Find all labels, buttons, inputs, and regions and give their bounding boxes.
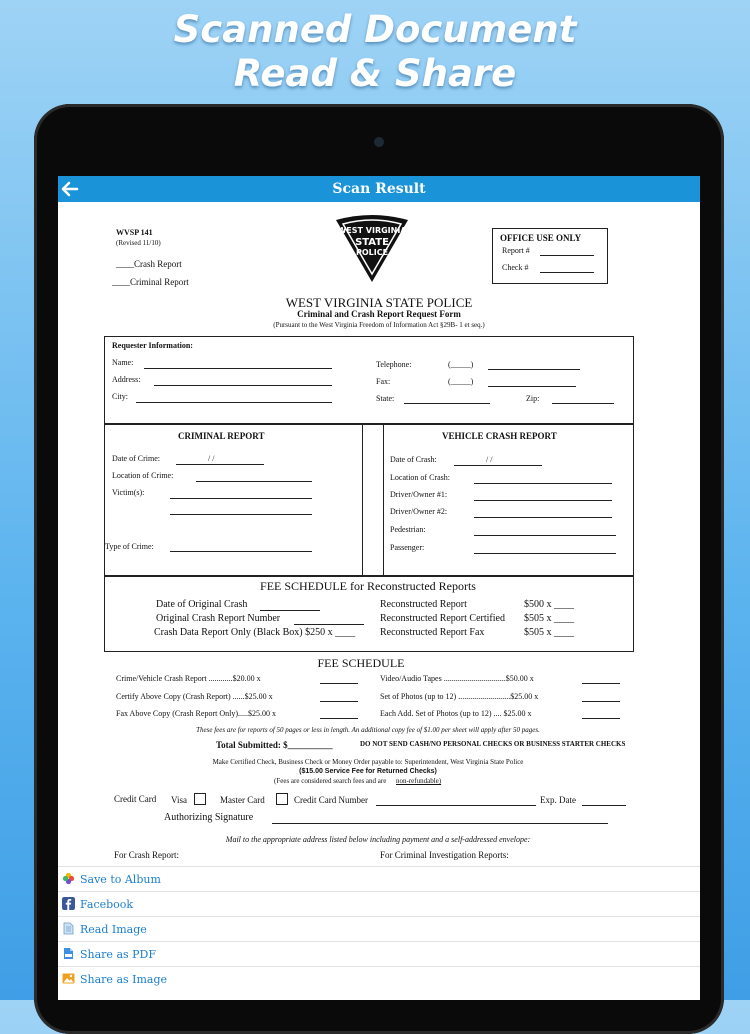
date-of-crash-slashes: / / — [486, 455, 493, 464]
telephone-line — [488, 369, 580, 370]
fee-recon-p1: $500 x ____ — [524, 599, 574, 610]
fax-paren: (_____) — [448, 377, 474, 386]
victims-line-1 — [170, 498, 312, 499]
fee-note: These fees are for reports of 50 pages or less in length. An additional copy fee of $1.00 per sheet will apply after 50 pages. — [196, 726, 540, 734]
city-label: City: — [112, 392, 129, 401]
state-line — [404, 403, 490, 404]
share-menu — [58, 866, 700, 1000]
headline — [0, 8, 750, 96]
zip-label: Zip: — [526, 394, 540, 403]
driver-owner-1-line — [474, 500, 612, 501]
passenger-label: Passenger: — [390, 543, 425, 552]
fee-b1-line — [582, 683, 620, 684]
navbar — [58, 176, 700, 202]
menu-item-label: Facebook — [80, 898, 134, 911]
location-of-crash-line — [474, 483, 612, 484]
fee-recon-p2: $505 x ____ — [524, 613, 574, 624]
date-of-crime-line — [176, 464, 264, 465]
fee-recon-l3: Crash Data Report Only (Black Box) $250 x ____ — [154, 627, 356, 638]
facebook-icon — [62, 897, 75, 910]
exp-date-label: Exp. Date — [540, 795, 576, 805]
date-of-crime-slashes: / / — [208, 454, 215, 463]
camera-icon — [374, 137, 384, 147]
fee-recon-r3: Reconstructed Report Fax — [380, 627, 485, 638]
name-line — [144, 368, 332, 369]
fee-recon-heading: FEE SCHEDULE for Reconstructed Reports — [260, 579, 476, 593]
app-screen — [58, 176, 700, 1000]
card-number-label: Credit Card Number — [294, 795, 368, 805]
document-icon — [62, 922, 75, 935]
seal-text-top: WEST VIRGINIA — [337, 226, 407, 235]
fee-a2-line — [320, 701, 358, 702]
menu-item-read-image[interactable] — [58, 916, 700, 942]
exp-date-line — [582, 805, 626, 806]
zip-line — [552, 403, 614, 404]
date-of-crime-label: Date of Crime: — [112, 454, 160, 463]
fee-recon-p3: $505 x ____ — [524, 627, 574, 638]
page-title: Scan Result — [332, 181, 426, 197]
signature-line — [272, 823, 608, 824]
visa-checkbox — [194, 793, 206, 805]
seal-text-mid: STATE — [355, 237, 389, 248]
location-of-crime-label: Location of Crime: — [112, 471, 174, 480]
address-label: Address: — [112, 375, 141, 384]
location-of-crime-line — [196, 481, 312, 482]
menu-item-share-as-image[interactable] — [58, 966, 700, 992]
fee-recon-l1: Date of Original Crash — [156, 599, 248, 610]
fee-a3-line — [320, 718, 358, 719]
state-label: State: — [376, 394, 395, 403]
original-crash-number-line — [294, 624, 364, 625]
image-icon — [62, 972, 75, 985]
no-cash-warning: DO NOT SEND CASH/NO PERSONAL CHECKS OR BUSINESS STARTER CHECKS — [360, 740, 626, 748]
fee-recon-l2: Original Crash Report Number — [156, 613, 281, 624]
requester-heading: Requester Information: — [112, 341, 193, 350]
location-of-crash-label: Location of Crash: — [390, 473, 450, 482]
criminal-report-heading: CRIMINAL REPORT — [178, 431, 265, 441]
scanned-document[interactable] — [58, 202, 700, 868]
criminal-report-option: ____Criminal Report — [112, 277, 189, 287]
check-number-line — [540, 272, 594, 273]
agency-title: WEST VIRGINIA STATE POLICE — [285, 295, 473, 310]
fee-recon-r1: Reconstructed Report — [380, 599, 467, 610]
passenger-line — [474, 553, 616, 554]
type-of-crime-label: Type of Crime: — [105, 542, 154, 551]
name-label: Name: — [112, 358, 134, 367]
driver-owner-1-label: Driver/Owner #1: — [390, 490, 448, 499]
fee-b2-line — [582, 701, 620, 702]
returned-check-fee: ($15.00 Service Fee for Returned Checks) — [299, 768, 437, 775]
address-line — [154, 385, 332, 386]
check-number-label: Check # — [502, 263, 529, 272]
mastercard-checkbox — [276, 793, 288, 805]
credit-card-label: Credit Card — [114, 794, 157, 804]
fax-line — [488, 386, 576, 387]
fee-schedule-heading: FEE SCHEDULE — [317, 656, 405, 670]
non-refundable-note: non-refundable) — [396, 777, 442, 785]
driver-owner-2-label: Driver/Owner #2: — [390, 507, 448, 516]
pedestrian-label: Pedestrian: — [390, 525, 426, 534]
fee-b2: Set of Photos (up to 12) ..........................$25.00 x — [380, 692, 539, 701]
date-of-crash-label: Date of Crash: — [390, 455, 437, 464]
form-id: WVSP 141 — [116, 228, 153, 237]
victims-label: Victim(s): — [112, 488, 145, 497]
total-submitted: Total Submitted: $__________ — [216, 740, 333, 750]
mastercard-label: Master Card — [220, 795, 265, 805]
report-number-label: Report # — [502, 246, 530, 255]
fee-a2: Certify Above Copy (Crash Report) ......$25.00 x — [116, 692, 273, 701]
crash-report-option: ____Crash Report — [116, 259, 182, 269]
city-line — [136, 402, 332, 403]
victims-line-2 — [170, 514, 312, 515]
driver-owner-2-line — [474, 517, 612, 518]
report-number-line — [540, 255, 594, 256]
menu-item-share-as-pdf[interactable] — [58, 941, 700, 967]
form-title: Criminal and Crash Report Request Form — [297, 309, 461, 319]
menu-item-label: Share as Image — [80, 973, 168, 986]
phone-paren: (_____) — [448, 360, 474, 369]
pdf-icon — [62, 947, 75, 960]
fee-b1: Video/Audio Tapes ...............................$50.00 x — [380, 674, 534, 683]
authorizing-signature-label: Authorizing Signature — [164, 812, 254, 823]
visa-label: Visa — [171, 795, 187, 805]
office-use-title: OFFICE USE ONLY — [500, 233, 582, 243]
for-criminal-reports: For Criminal Investigation Reports: — [380, 850, 509, 860]
mail-instructions: Mail to the appropriate address listed below including payment and a self-addressed envelope: — [225, 835, 531, 844]
menu-item-save-to-album[interactable] — [58, 866, 700, 892]
fax-label: Fax: — [376, 377, 391, 386]
fee-b3-line — [582, 718, 620, 719]
telephone-label: Telephone: — [376, 360, 412, 369]
type-of-crime-line — [170, 551, 312, 552]
menu-item-facebook[interactable] — [58, 891, 700, 917]
seal-text-bot: POLICE — [355, 248, 389, 257]
vehicle-crash-heading: VEHICLE CRASH REPORT — [442, 431, 557, 441]
pursuant-note: (Pursuant to the West Virginia Freedom of Information Act §29B- 1 et seq.) — [273, 321, 485, 329]
headline-line-2: Read & Share — [233, 52, 517, 95]
fee-recon-r2: Reconstructed Report Certified — [380, 613, 505, 624]
payable-to: Make Certified Check, Business Check or Money Order payable to: Superintendent, West Virginia State Police — [212, 758, 524, 766]
card-number-line — [376, 805, 536, 806]
state-police-seal-icon — [334, 214, 410, 284]
fee-a1-line — [320, 683, 358, 684]
search-fees-note: (Fees are considered search fees and are — [274, 777, 387, 785]
pedestrian-line — [474, 535, 616, 536]
fee-a3: Fax Above Copy (Crash Report Only).....$25.00 x — [116, 709, 276, 718]
for-crash-report: For Crash Report: — [114, 850, 179, 860]
reports-divider — [362, 424, 384, 576]
fee-b3: Each Add. Set of Photos (up to 12) .... $25.00 x — [380, 709, 532, 718]
menu-item-label: Save to Album — [80, 873, 161, 886]
photos-icon — [62, 872, 75, 885]
headline-line-1: Scanned Document — [173, 8, 577, 51]
fee-a1: Crime/Vehicle Crash Report ............$20.00 x — [116, 674, 261, 683]
original-crash-date-line — [260, 610, 320, 611]
menu-item-label: Read Image — [80, 923, 147, 936]
menu-item-label: Share as PDF — [80, 948, 156, 961]
date-of-crash-line — [454, 465, 542, 466]
form-revised: (Revised 11/10) — [116, 239, 161, 247]
